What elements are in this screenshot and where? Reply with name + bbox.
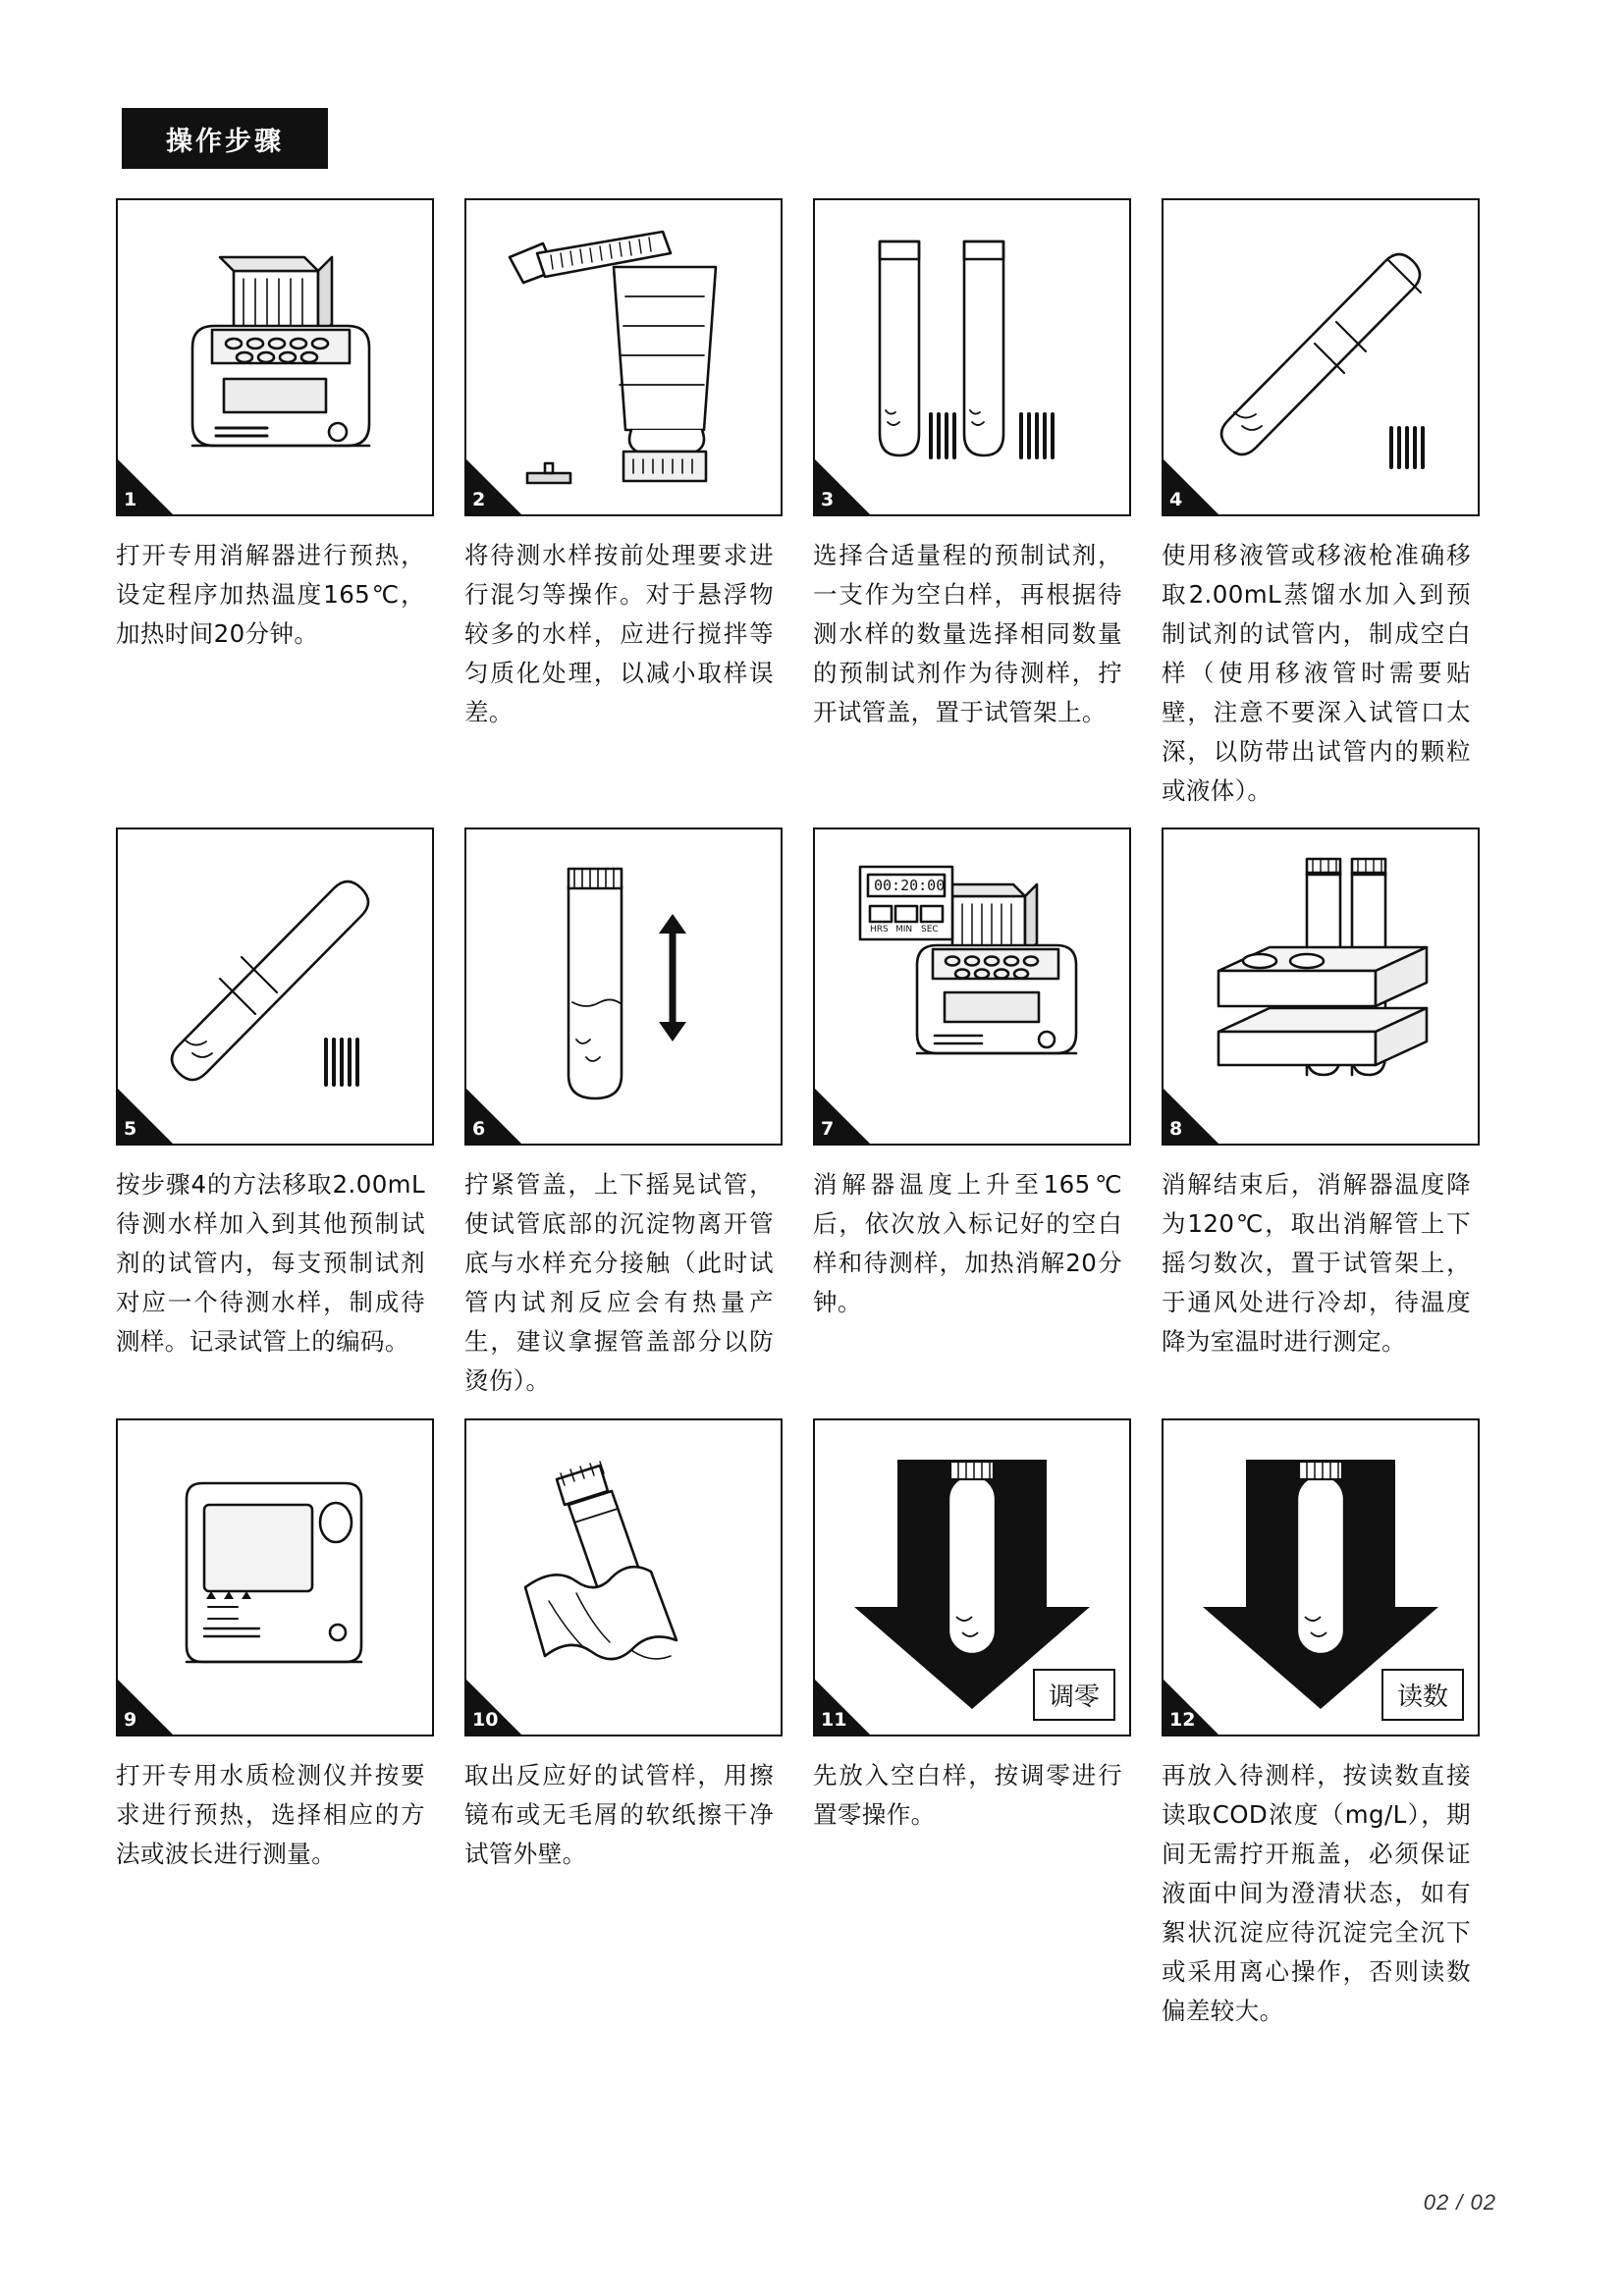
zero-tag: 调零 <box>1033 1669 1115 1721</box>
step-caption: 使用移液管或移液枪准确移取2.00mL蒸馏水加入到预制试剂的试管内，制成空白样（使用移液管时需要贴壁，注意不要深入试管口太深，以防带出试管内的颗粒或液体）。 <box>1162 541 1471 805</box>
step-number-badge: 10 <box>466 1680 521 1735</box>
timer-display: 00:20:00 <box>874 877 946 895</box>
svg-text:MIN: MIN <box>895 925 913 935</box>
section-title: 操作步骤 <box>166 126 284 156</box>
step-number-badge: 6 <box>466 1089 521 1144</box>
step-cell <box>464 828 813 1401</box>
step-number-badge: 1 <box>118 459 173 514</box>
step-cell <box>1162 828 1510 1401</box>
steps-grid <box>116 198 1510 2048</box>
step-number-badge: 3 <box>815 459 870 514</box>
step-figure-7 <box>813 828 1131 1146</box>
step-figure-5 <box>116 828 434 1146</box>
step-caption: 消解结束后，消解器温度降为120℃，取出消解管上下摇匀数次，置于试管架上，于通风处进行冷却，待温度降为室温时进行测定。 <box>1162 1170 1471 1357</box>
page-footer: 02 / 02 <box>1423 2190 1496 2215</box>
step-caption: 将待测水样按前处理要求进行混匀等操作。对于悬浮物较多的水样，应进行搅拌等匀质化处理，以减小取样误差。 <box>464 541 774 726</box>
step-cell <box>1162 198 1510 810</box>
step-cell <box>464 198 813 810</box>
step-figure-10 <box>464 1418 783 1736</box>
step-cell <box>116 198 464 810</box>
step-number-badge: 8 <box>1164 1089 1218 1144</box>
step-figure-8 <box>1162 828 1480 1146</box>
step-cell <box>464 1418 813 2030</box>
steps-row <box>116 828 1510 1401</box>
steps-row <box>116 1418 1510 2030</box>
step-figure-3 <box>813 198 1131 516</box>
read-tag: 读数 <box>1381 1669 1464 1721</box>
step-cell <box>813 1418 1162 2030</box>
step-number-badge: 5 <box>118 1089 173 1144</box>
step-figure-2 <box>464 198 783 516</box>
step-caption: 消解器温度上升至165℃后，依次放入标记好的空白样和待测样，加热消解20分钟。 <box>813 1170 1122 1317</box>
step-figure-9 <box>116 1418 434 1736</box>
svg-text:HRS: HRS <box>870 925 889 935</box>
step-caption: 打开专用消解器进行预热，设定程序加热温度165℃，加热时间20分钟。 <box>116 541 425 648</box>
step-number-badge: 4 <box>1164 459 1218 514</box>
step-caption: 再放入待测样，按读数直接读取COD浓度（mg/L），期间无需拧开瓶盖，必须保证液面中间为澄清状态，如有絮状沉淀应待沉淀完全沉下或采用离心操作，否则读数偏差较大。 <box>1162 1760 1471 2025</box>
step-figure-1 <box>116 198 434 516</box>
step-figure-4 <box>1162 198 1480 516</box>
step-cell <box>1162 1418 1510 2030</box>
step-caption: 选择合适量程的预制试剂，一支作为空白样，再根据待测水样的数量选择相同数量的预制试剂作为待测样，拧开试管盖，置于试管架上。 <box>813 541 1122 726</box>
step-figure-6 <box>464 828 783 1146</box>
step-number-badge: 9 <box>118 1680 173 1735</box>
step-cell <box>813 198 1162 810</box>
step-number-badge: 12 <box>1164 1680 1218 1735</box>
step-number-badge: 7 <box>815 1089 870 1144</box>
svg-text:SEC: SEC <box>921 925 939 935</box>
step-caption: 取出反应好的试管样，用擦镜布或无毛屑的软纸擦干净试管外壁。 <box>464 1760 774 1868</box>
step-cell <box>116 1418 464 2030</box>
step-figure-12 <box>1162 1418 1480 1736</box>
step-cell <box>813 828 1162 1401</box>
step-cell <box>116 828 464 1401</box>
step-caption: 打开专用水质检测仪并按要求进行预热，选择相应的方法或波长进行测量。 <box>116 1760 425 1868</box>
step-caption: 先放入空白样，按调零进行置零操作。 <box>813 1760 1122 1829</box>
step-caption: 按步骤4的方法移取2.00mL待测水样加入到其他预制试剂的试管内，每支预制试剂对应一个待测水样，制成待测样。记录试管上的编码。 <box>116 1170 425 1357</box>
step-figure-11 <box>813 1418 1131 1736</box>
step-caption: 拧紧管盖，上下摇晃试管，使试管底部的沉淀物离开管底与水样充分接触（此时试管内试剂反应会有热量产生，建议拿握管盖部分以防烫伤）。 <box>464 1170 774 1396</box>
step-number-badge: 2 <box>466 459 521 514</box>
steps-row <box>116 198 1510 810</box>
step-number-badge: 11 <box>815 1680 870 1735</box>
section-header <box>122 108 328 169</box>
